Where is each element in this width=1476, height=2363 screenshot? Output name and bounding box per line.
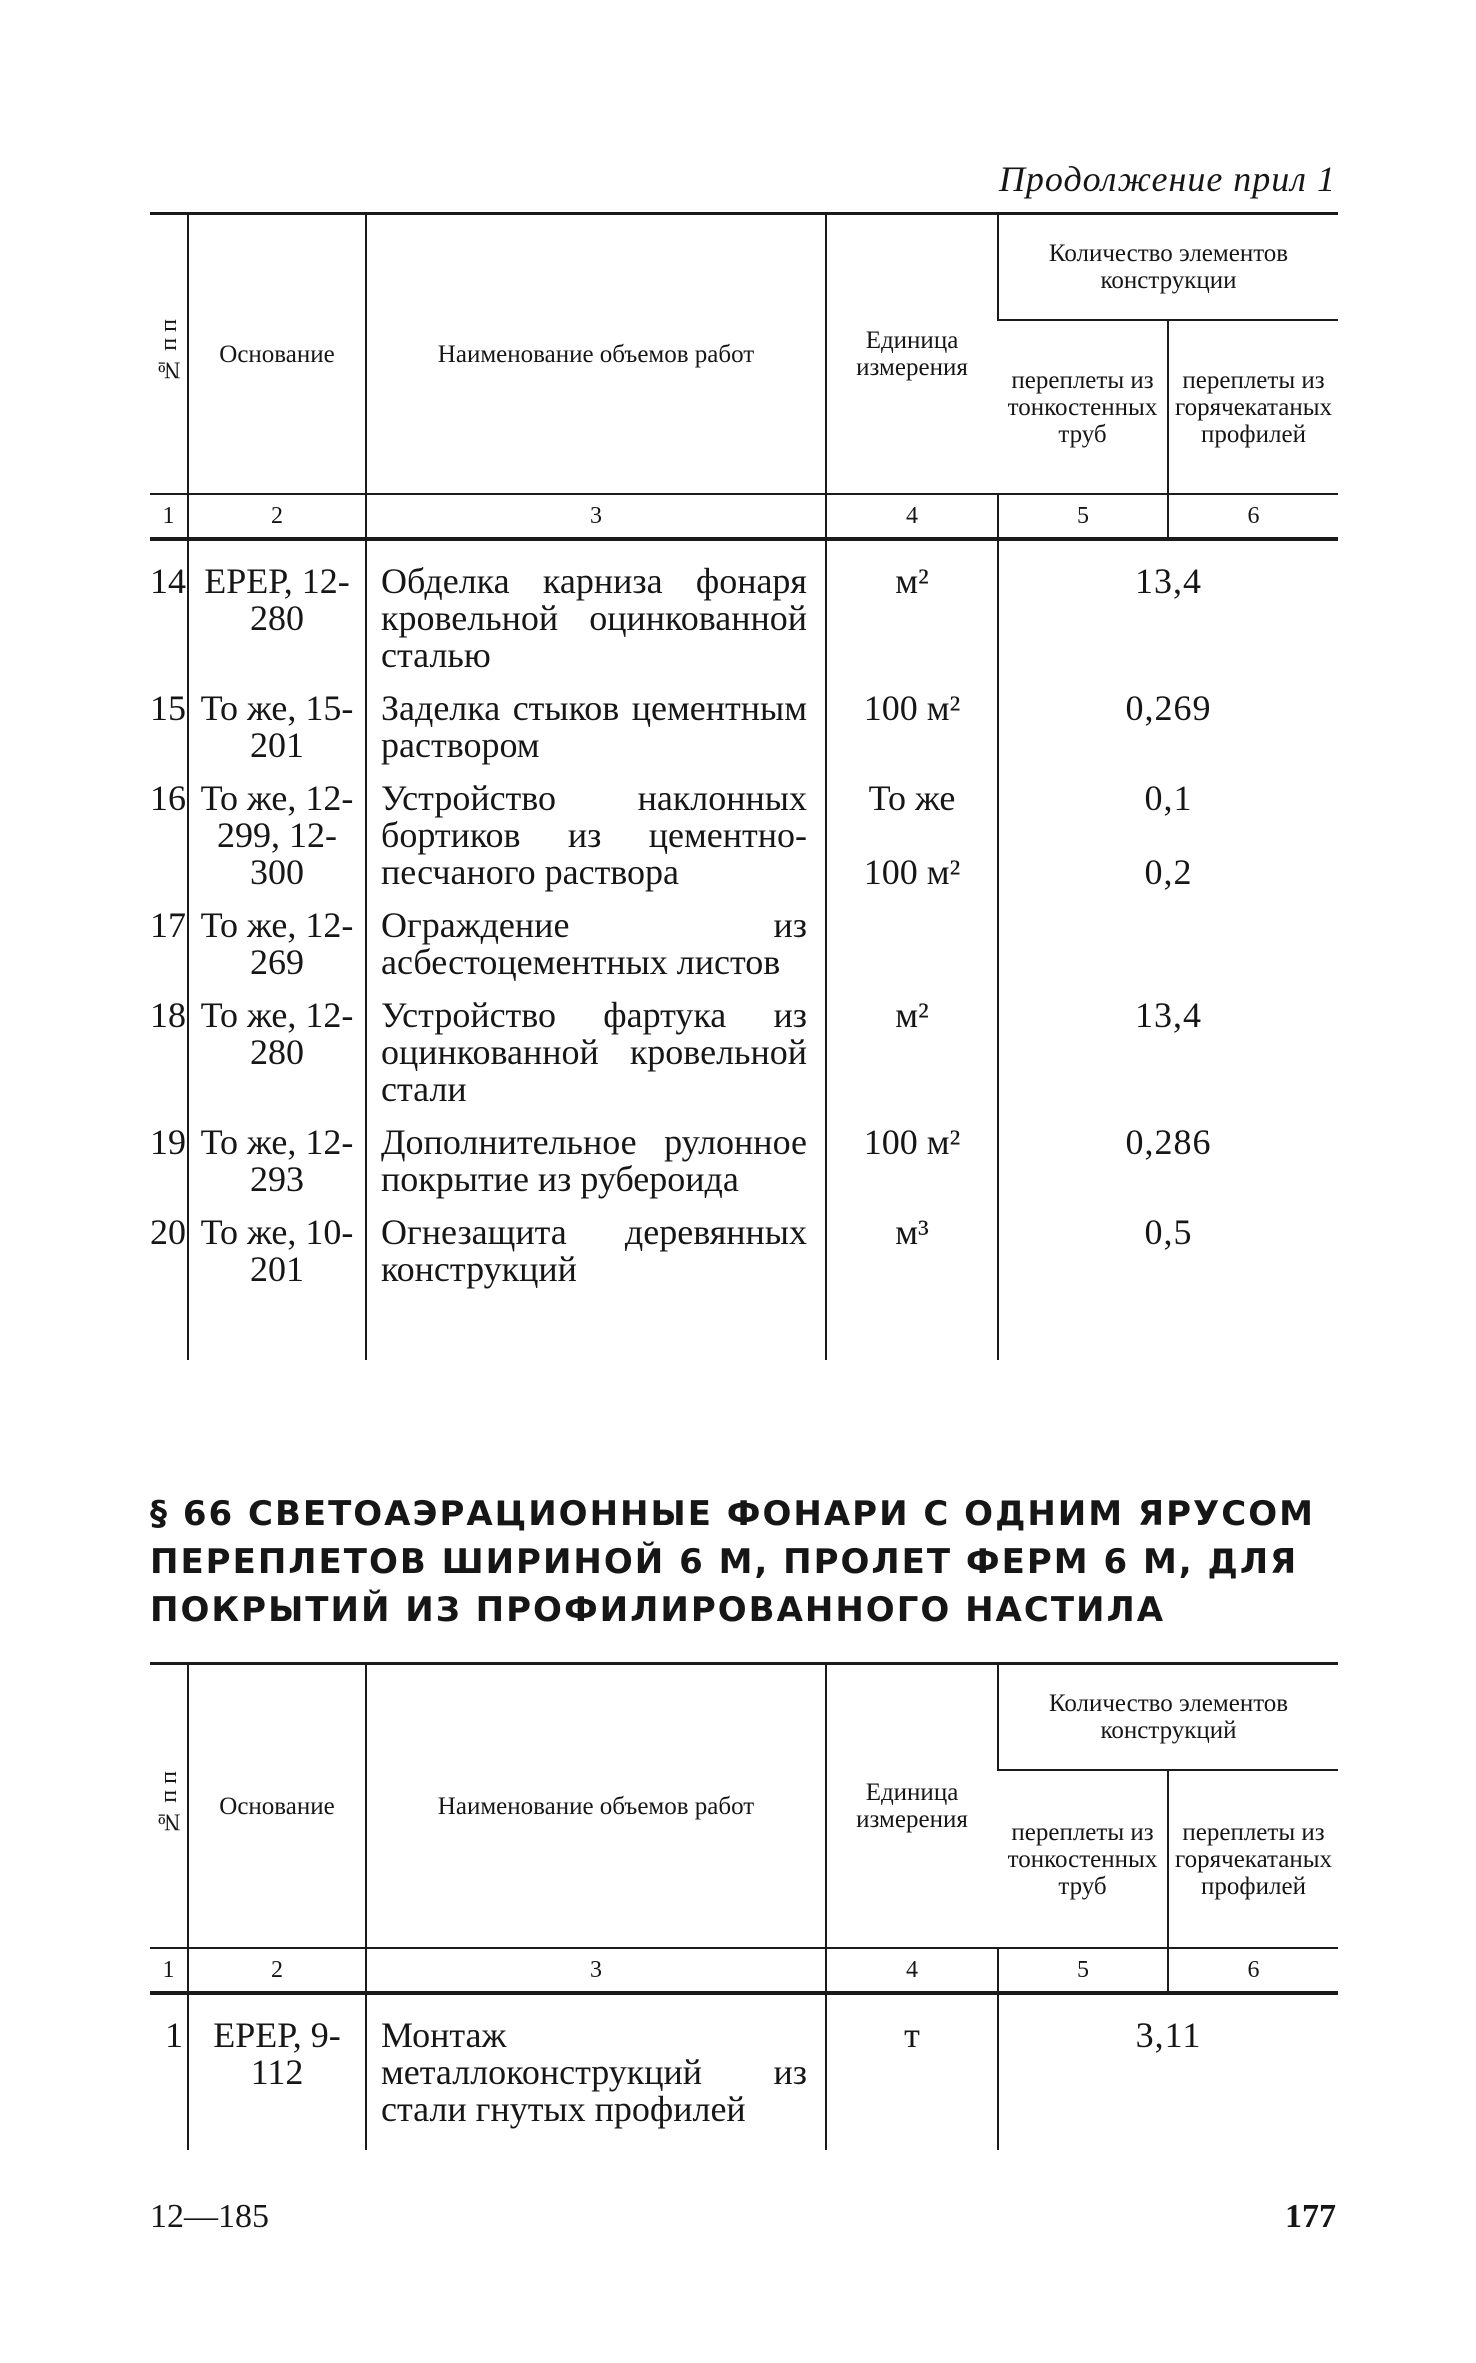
spacer-row (150, 1993, 1338, 2013)
spacer-cell (826, 1993, 998, 2013)
basis-cell: То же, 12-280 (188, 993, 366, 1120)
header-work: Наименование объемов работ (366, 1664, 826, 1949)
unit-cell: 100 м² (826, 1120, 998, 1210)
header-thin-tubes: переплеты из тонкостенных труб (998, 320, 1168, 494)
col-number: 2 (188, 494, 366, 539)
running-head: Продолжение прил 1 (998, 159, 1336, 199)
header-num: № п п (150, 214, 188, 495)
signature-mark: 12—185 (150, 2198, 269, 2235)
header-qty-group: Количество элементов конструкции (998, 214, 1338, 321)
unit-cell: То же 100 м² (826, 776, 998, 903)
tail-cell (998, 2140, 1338, 2150)
header-basis: Основание (188, 1664, 366, 1949)
work-description: Огнезащита деревянных конструкций (366, 1210, 826, 1300)
table-row (150, 686, 1338, 776)
spacer-cell (998, 539, 1338, 559)
spacer-cell (150, 539, 188, 559)
tail-cell (188, 1300, 366, 1360)
tail-cell (826, 1300, 998, 1360)
basis-cell: То же, 12-293 (188, 1120, 366, 1210)
quantity-cell: 0,1 0,2 (998, 776, 1338, 903)
row-number: 1 (165, 2015, 183, 2055)
basis-cell: То же, 12-299, 12-300 (188, 776, 366, 903)
table-row (150, 559, 1338, 686)
quantity-cell: 0,286 (998, 1120, 1338, 1210)
table-row (150, 993, 1338, 1120)
header-unit: Единица измерения (826, 214, 998, 495)
row-number: 17 (150, 905, 186, 945)
basis-cell: ЕРЕР, 9-112 (188, 2013, 366, 2140)
unit-cell: м² (826, 559, 998, 686)
quantity-cell: 0,269 (998, 686, 1338, 776)
tail-cell (998, 1300, 1338, 1360)
table-row (150, 776, 1338, 903)
header-num: № п п (150, 1664, 188, 1949)
work-description: Дополнительное рулонное покрытие из рубероида (366, 1120, 826, 1210)
row-number: 14 (150, 561, 186, 601)
col-number: 4 (826, 1948, 998, 1993)
works-table-continued (150, 212, 1338, 1360)
tail-cell (150, 2140, 188, 2150)
col-number: 5 (998, 494, 1168, 539)
col-number: 6 (1168, 1948, 1338, 1993)
work-description: Ограждение из асбестоцементных листов (366, 903, 826, 993)
quantity-cell (998, 903, 1338, 993)
table-row (150, 2013, 1338, 2140)
spacer-cell (366, 1993, 826, 2013)
quantity-cell: 0,5 (998, 1210, 1338, 1300)
unit-cell (826, 903, 998, 993)
header-thin-tubes: переплеты из тонкостенных труб (998, 1770, 1168, 1948)
header-basis: Основание (188, 214, 366, 495)
col-number: 2 (188, 1948, 366, 1993)
work-description: Заделка стыков цементным раствором (366, 686, 826, 776)
col-number: 1 (150, 494, 188, 539)
col-number: 3 (366, 1948, 826, 1993)
spacer-cell (188, 539, 366, 559)
table-row (150, 903, 1338, 993)
table-row (150, 1210, 1338, 1300)
tail-cell (188, 2140, 366, 2150)
table-tail-row (150, 2140, 1338, 2150)
work-description: Устройство наклонных бортиков из цементно-песчаного раствора (366, 776, 826, 903)
spacer-row (150, 539, 1338, 559)
spacer-cell (366, 539, 826, 559)
col-number: 6 (1168, 494, 1338, 539)
unit-cell: 100 м² (826, 686, 998, 776)
works-table-section-66 (150, 1662, 1338, 2150)
basis-cell: То же, 15-201 (188, 686, 366, 776)
tail-cell (826, 2140, 998, 2150)
row-number: 15 (150, 688, 186, 728)
unit-cell: м³ (826, 1210, 998, 1300)
col-number: 4 (826, 494, 998, 539)
page-number: 177 (1285, 2198, 1336, 2235)
header-hot-rolled: переплеты из горячекатаных профилей (1168, 320, 1338, 494)
table-row (150, 1120, 1338, 1210)
header-qty-group: Количество элементов конструкций (998, 1664, 1338, 1771)
section-title: § 66 СВЕТОАЭРАЦИОННЫЕ ФОНАРИ С ОДНИМ ЯРУСОМ ПЕРЕПЛЕТОВ ШИРИНОЙ 6 М, ПРОЛЕТ ФЕРМ 6 М, ДЛЯ ПОКРЫТИЙ ИЗ ПРОФИЛИРОВАННОГО НАСТИЛА (150, 1494, 1315, 1630)
row-number: 20 (150, 1212, 186, 1252)
unit-cell: т (826, 2013, 998, 2140)
unit-cell: м² (826, 993, 998, 1120)
header-hot-rolled: переплеты из горячекатаных профилей (1168, 1770, 1338, 1948)
col-number: 1 (150, 1948, 188, 1993)
row-number: 16 (150, 778, 186, 818)
basis-cell: То же, 10-201 (188, 1210, 366, 1300)
row-number: 18 (150, 995, 186, 1035)
work-description: Обделка карниза фонаря кровельной оцинкованной сталью (366, 559, 826, 686)
tail-cell (150, 1300, 188, 1360)
table-tail-row (150, 1300, 1338, 1360)
quantity-cell: 13,4 (998, 993, 1338, 1120)
spacer-cell (998, 1993, 1338, 2013)
spacer-cell (826, 539, 998, 559)
basis-cell: ЕРЕР, 12-280 (188, 559, 366, 686)
quantity-cell: 13,4 (998, 559, 1338, 686)
col-number: 3 (366, 494, 826, 539)
spacer-cell (188, 1993, 366, 2013)
work-description: Монтаж металлоконструкций из стали гнутых профилей (366, 2013, 826, 2140)
quantity-cell: 3,11 (998, 2013, 1338, 2140)
tail-cell (366, 2140, 826, 2150)
row-number: 19 (150, 1122, 186, 1162)
header-unit: Единица измерения (826, 1664, 998, 1949)
tail-cell (366, 1300, 826, 1360)
header-work: Наименование объемов работ (366, 214, 826, 495)
basis-cell: То же, 12-269 (188, 903, 366, 993)
work-description: Устройство фартука из оцинкованной кровельной стали (366, 993, 826, 1120)
col-number: 5 (998, 1948, 1168, 1993)
spacer-cell (150, 1993, 188, 2013)
